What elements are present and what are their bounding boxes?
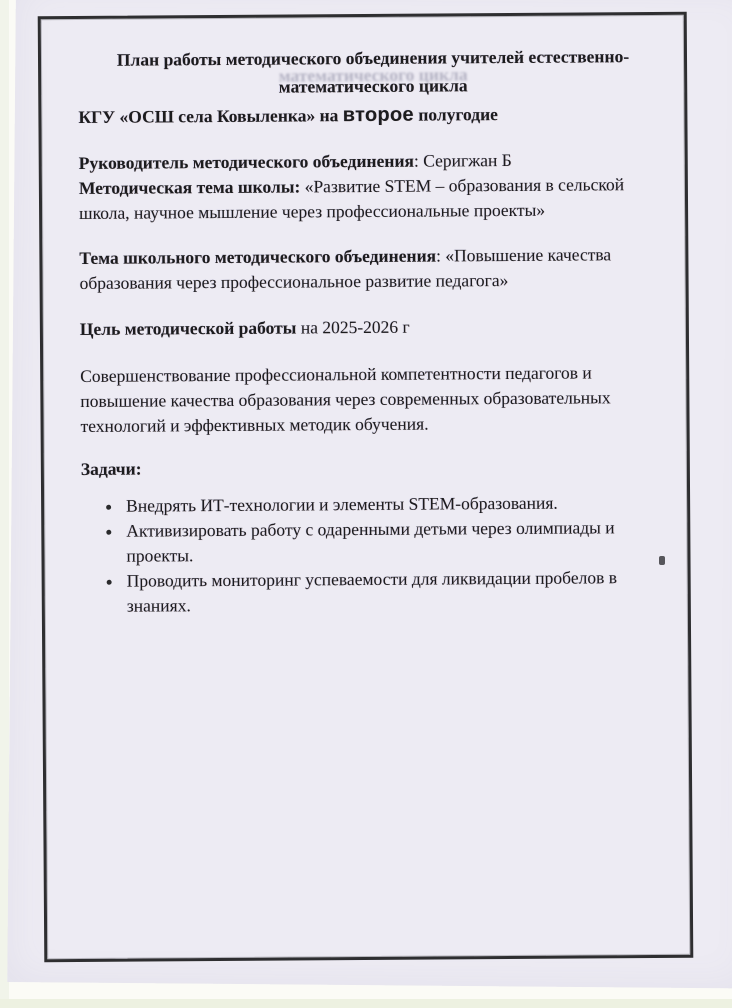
page-title [78, 42, 668, 102]
bullet-icon [107, 580, 112, 585]
tasks-list [81, 490, 672, 619]
title-line-2: математического цикла [278, 75, 468, 97]
goal-value: на 2025-2026 г [296, 316, 410, 338]
leader-and-theme-paragraph [79, 147, 670, 226]
scanner-background-bottom-strip [0, 999, 732, 1008]
goal-line [80, 313, 670, 342]
goal-label: Цель методической работы [79, 317, 297, 339]
task-text: Активизировать работу с одаренными детьми через олимпиады и проекты. [126, 517, 615, 566]
page-border-frame [38, 12, 694, 963]
leader-value: : Серигжан Б [413, 149, 512, 171]
task-item [107, 565, 672, 619]
scan-speck [659, 556, 665, 565]
task-text: Внедрять ИТ-технологии и элементы STEM-образования. [126, 492, 558, 516]
semester-rest: полугодие [413, 104, 498, 125]
task-text: Проводить мониторинг успеваемости для ликвидации пробелов в знаниях. [126, 567, 618, 616]
bullet-icon [106, 530, 111, 535]
mo-theme-value: : «Повышение качества образования через профессиональное развитие педагога» [79, 244, 612, 293]
school-theme-value: «Развитие STEM – образования в сельской школа, научное мышление через профессиональные проекты» [79, 174, 625, 223]
semester-emphasis: второе [342, 103, 414, 127]
organization-line [78, 100, 668, 131]
organization-name: КГУ «ОСШ села Ковыленка» на [78, 105, 343, 127]
document-content [41, 15, 691, 959]
leader-label: Руководитель методического объединения [78, 150, 415, 173]
task-item [106, 515, 671, 569]
tasks-heading: Задачи: [80, 458, 142, 479]
mo-theme-label: Тема школьного методического объединения [79, 245, 437, 268]
goal-description: Совершенствование профессиональной компетентности педагогов и повышение качества образования через современных образовательных технологий и эффективных методик обучения. [80, 362, 611, 436]
school-theme-label: Методическая тема школы: [78, 176, 301, 198]
title-line-1: План работы методического объединения учителей естественно- [116, 46, 630, 70]
mo-theme-paragraph [79, 242, 669, 296]
bullet-icon [106, 505, 111, 510]
